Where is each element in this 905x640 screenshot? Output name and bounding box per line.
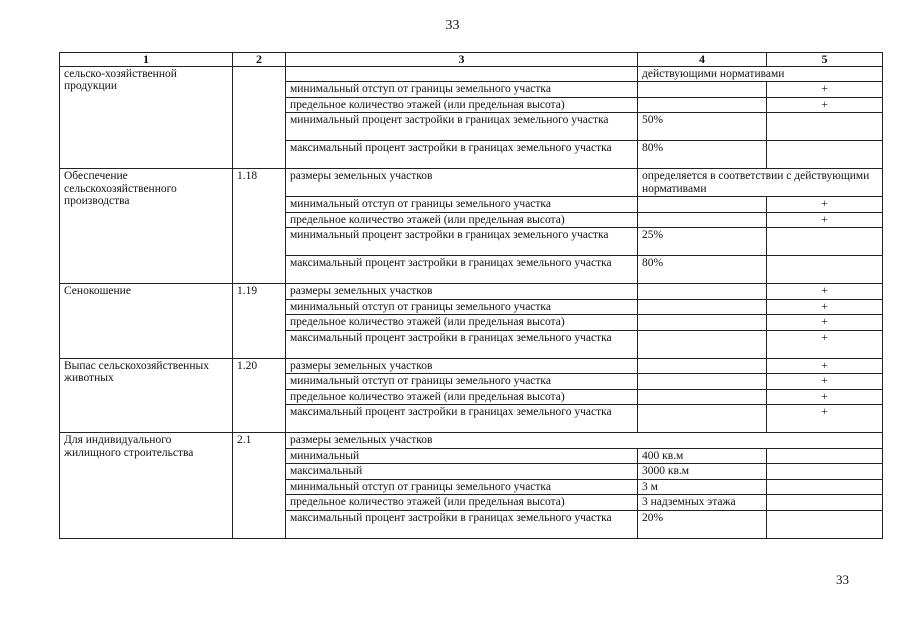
mark-cell (767, 479, 883, 495)
value-cell: 400 кв.м (638, 448, 767, 464)
page-number-bottom: 33 (836, 572, 849, 587)
param-cell: максимальный процент застройки в границах земельного участка (286, 256, 638, 284)
mark-cell: + (767, 330, 883, 358)
mark-cell: + (767, 197, 883, 213)
mark-cell (767, 510, 883, 538)
use-name-cell: Выпас сельскохозяйственных животных (60, 358, 233, 433)
value-cell (638, 212, 767, 228)
mark-cell (767, 464, 883, 480)
mark-cell (767, 448, 883, 464)
value-cell: 3000 кв.м (638, 464, 767, 480)
use-name-cell: Сенокошение (60, 284, 233, 359)
mark-cell (767, 256, 883, 284)
use-code-cell: 2.1 (233, 433, 286, 539)
param-cell: предельное количество этажей (или предельная высота) (286, 97, 638, 113)
use-code-cell: 1.18 (233, 169, 286, 284)
header-col-4: 4 (638, 53, 767, 67)
param-cell: минимальный отступ от границы земельного участка (286, 479, 638, 495)
header-col-2: 2 (233, 53, 286, 67)
value-cell (638, 358, 767, 374)
param-cell: максимальный процент застройки в границах земельного участка (286, 141, 638, 169)
mark-cell: + (767, 212, 883, 228)
use-name-cell: Обеспечение сельскохозяйственного производства (60, 169, 233, 284)
value-cell: 50% (638, 113, 767, 141)
value-cell: 3 надземных этажа (638, 495, 767, 511)
mark-cell (767, 495, 883, 511)
param-cell: предельное количество этажей (или предельная высота) (286, 315, 638, 331)
param-cell (286, 66, 638, 82)
value-cell: действующими нормативами (638, 66, 883, 82)
mark-cell: + (767, 389, 883, 405)
param-cell: размеры земельных участков (286, 358, 638, 374)
use-code-cell (233, 66, 286, 169)
value-cell (638, 284, 767, 300)
value-cell: 80% (638, 256, 767, 284)
mark-cell (767, 228, 883, 256)
mark-cell: + (767, 374, 883, 390)
header-col-1: 1 (60, 53, 233, 67)
value-cell (638, 197, 767, 213)
param-cell: минимальный отступ от границы земельного участка (286, 82, 638, 98)
mark-cell: + (767, 284, 883, 300)
table-row (60, 284, 883, 300)
mark-cell: + (767, 82, 883, 98)
param-cell: размеры земельных участков (286, 169, 638, 197)
param-cell: предельное количество этажей (или предельная высота) (286, 495, 638, 511)
value-cell (638, 299, 767, 315)
param-cell: минимальный отступ от границы земельного участка (286, 299, 638, 315)
value-cell: 3 м (638, 479, 767, 495)
param-cell: минимальный процент застройки в границах земельного участка (286, 113, 638, 141)
use-name-cell: Для индивидуального жилищного строительства (60, 433, 233, 539)
table-row (60, 433, 883, 449)
mark-cell: + (767, 358, 883, 374)
mark-cell: + (767, 299, 883, 315)
param-cell: размеры земельных участков (286, 433, 883, 449)
value-cell (638, 374, 767, 390)
param-cell: максимальный процент застройки в границах земельного участка (286, 405, 638, 433)
table-row (60, 169, 883, 197)
value-cell: 20% (638, 510, 767, 538)
param-cell: минимальный отступ от границы земельного участка (286, 197, 638, 213)
value-cell: 25% (638, 228, 767, 256)
use-code-cell: 1.20 (233, 358, 286, 433)
value-cell (638, 389, 767, 405)
param-cell: максимальный процент застройки в границах земельного участка (286, 330, 638, 358)
value-cell (638, 405, 767, 433)
table-header-row (60, 53, 883, 67)
value-cell (638, 82, 767, 98)
table-row (60, 66, 883, 82)
zoning-parameters-table (59, 52, 883, 539)
page-number-top: 33 (445, 18, 460, 33)
table-row (60, 358, 883, 374)
param-cell: минимальный отступ от границы земельного участка (286, 374, 638, 390)
header-col-3: 3 (286, 53, 638, 67)
param-cell: минимальный процент застройки в границах земельного участка (286, 228, 638, 256)
mark-cell: + (767, 405, 883, 433)
param-cell: максимальный процент застройки в границах земельного участка (286, 510, 638, 538)
use-name-cell: сельско-хозяйственной продукции (60, 66, 233, 169)
mark-cell (767, 113, 883, 141)
param-cell: предельное количество этажей (или предельная высота) (286, 212, 638, 228)
value-cell: 80% (638, 141, 767, 169)
value-cell: определяется в соответствии с действующими нормативами (638, 169, 883, 197)
mark-cell (767, 141, 883, 169)
value-cell (638, 97, 767, 113)
value-cell (638, 315, 767, 331)
mark-cell: + (767, 97, 883, 113)
header-col-5: 5 (767, 53, 883, 67)
param-cell: минимальный (286, 448, 638, 464)
param-cell: предельное количество этажей (или предельная высота) (286, 389, 638, 405)
param-cell: размеры земельных участков (286, 284, 638, 300)
value-cell (638, 330, 767, 358)
use-code-cell: 1.19 (233, 284, 286, 359)
param-cell: максимальный (286, 464, 638, 480)
mark-cell: + (767, 315, 883, 331)
